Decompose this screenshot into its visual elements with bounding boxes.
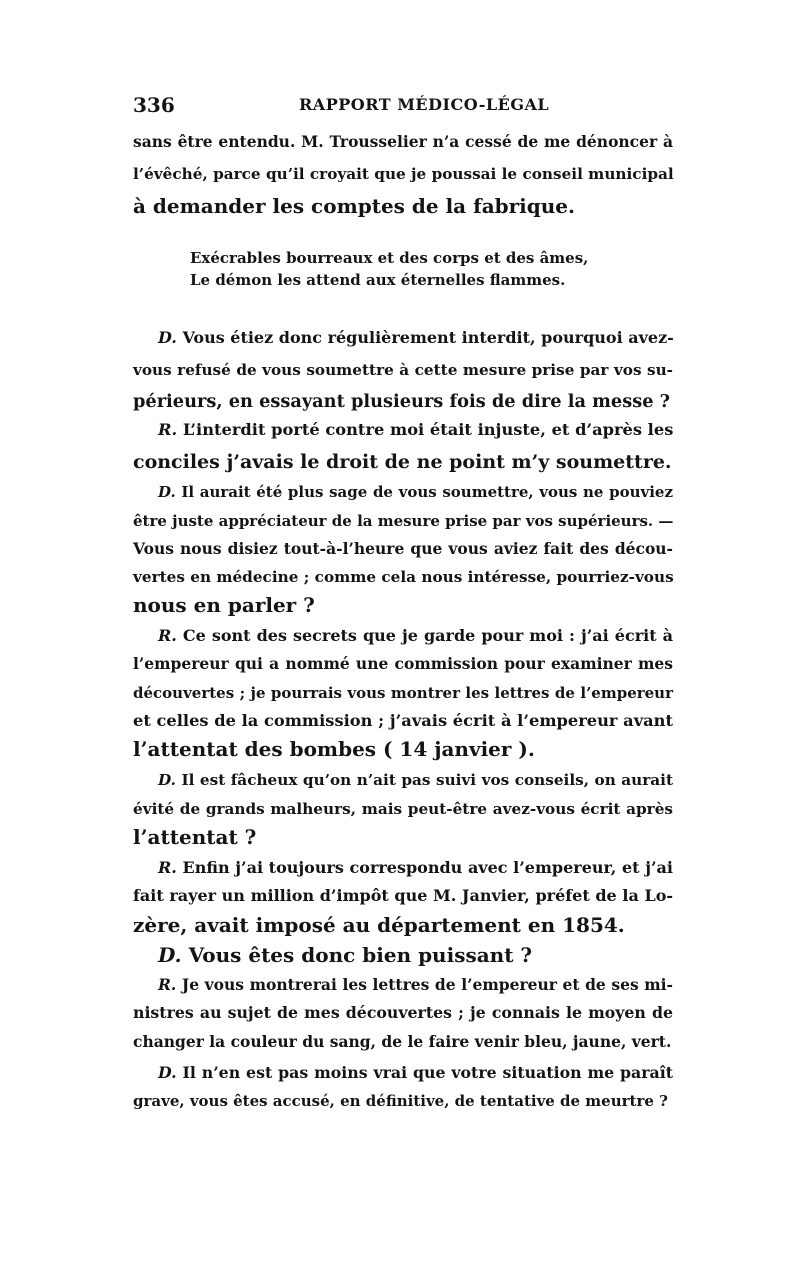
line-text: Il aurait été plus sage de vous soumettre, vous ne pouviez [181, 483, 673, 501]
text-line: l’attentat des bombes ( 14 janvier ). [133, 737, 535, 761]
line-text: Il n’en est pas moins vrai que votre situation me paraît [182, 1063, 674, 1082]
speaker-label: R. [158, 626, 177, 645]
text-line: l’empereur qui a nommé une commission pour examiner mes [133, 654, 673, 673]
dialogue-line [158, 764, 673, 796]
text-line: conciles j’avais le droit de ne point m’y soumettre. [133, 451, 672, 473]
text-line: vous refusé de vous soumettre à cette mesure prise par vos su- [133, 361, 673, 379]
text-line: l’évêché, parce qu’il croyait que je poussai le conseil municipal [133, 165, 674, 183]
dialogue-line [158, 476, 673, 508]
text-line: évité de grands malheurs, mais peut-être avez-vous écrit après [133, 800, 673, 818]
verse-line: Le démon les attend aux éternelles flammes. [190, 271, 566, 289]
speaker-label: D. [158, 483, 176, 501]
running-title: RAPPORT MÉDICO-LÉGAL [299, 95, 550, 114]
text-line: zère, avait imposé au département en 1854. [133, 913, 625, 937]
line-text: Il est fâcheux qu’on n’ait pas suivi vos conseils, on aurait [181, 771, 673, 789]
text-line: nistres au sujet de mes découvertes ; je connais le moyen de [133, 1003, 673, 1022]
dialogue-line [158, 939, 673, 971]
line-text: Ce sont des secrets que je garde pour moi : j’ai écrit à [182, 626, 673, 645]
speaker-label: R. [158, 420, 178, 439]
text-line: sans être entendu. M. Trousselier n’a cessé de me dénoncer à [133, 132, 673, 151]
dialogue-line [158, 322, 673, 354]
page-header [133, 93, 673, 117]
text-line: vertes en médecine ; comme cela nous intéresse, pourriez-vous [133, 568, 674, 586]
text-line: à demander les comptes de la fabrique. [133, 194, 575, 218]
line-text: Vous étiez donc régulièrement interdit, pourquoi avez- [182, 328, 674, 347]
text-line: être juste appréciateur de la mesure prise par vos supérieurs. — [133, 512, 674, 530]
page-number: 336 [133, 93, 175, 117]
line-text: Enfin j’ai toujours correspondu avec l’empereur, et j’ai [182, 858, 673, 877]
text-line: changer la couleur du sang, de le faire venir bleu, jaune, vert. [133, 1032, 672, 1051]
text-line: fait rayer un million d’impôt que M. Janvier, préfet de la Lo- [133, 886, 673, 905]
speaker-label: R. [158, 858, 177, 877]
speaker-label: R. [158, 975, 177, 994]
speaker-label: D. [158, 943, 182, 967]
text-line: Vous nous disiez tout-à-l’heure que vous aviez fait des décou- [133, 539, 673, 558]
dialogue-line [158, 414, 673, 446]
speaker-label: D. [158, 771, 176, 789]
text-line: périeurs, en essayant plusieurs fois de dire la messe ? [133, 391, 671, 412]
text-line: grave, vous êtes accusé, en définitive, de tentative de meurtre ? [133, 1092, 668, 1110]
text-line: découvertes ; je pourrais vous montrer les lettres de l’empereur [133, 684, 673, 702]
line-text: L’interdit porté contre moi était injuste, et d’après les [182, 420, 674, 439]
text-line: nous en parler ? [133, 593, 315, 617]
text-line: l’attentat ? [133, 825, 257, 849]
speaker-label: D. [158, 328, 177, 347]
text-line: et celles de la commission ; j’avais écrit à l’empereur avant [133, 711, 673, 730]
speaker-label: D. [158, 1063, 177, 1082]
line-text: Vous êtes donc bien puissant ? [188, 943, 533, 967]
line-text: Je vous montrerai les lettres de l’empereur et de ses mi- [181, 975, 673, 994]
verse-line: Exécrables bourreaux et des corps et des âmes, [190, 249, 589, 267]
